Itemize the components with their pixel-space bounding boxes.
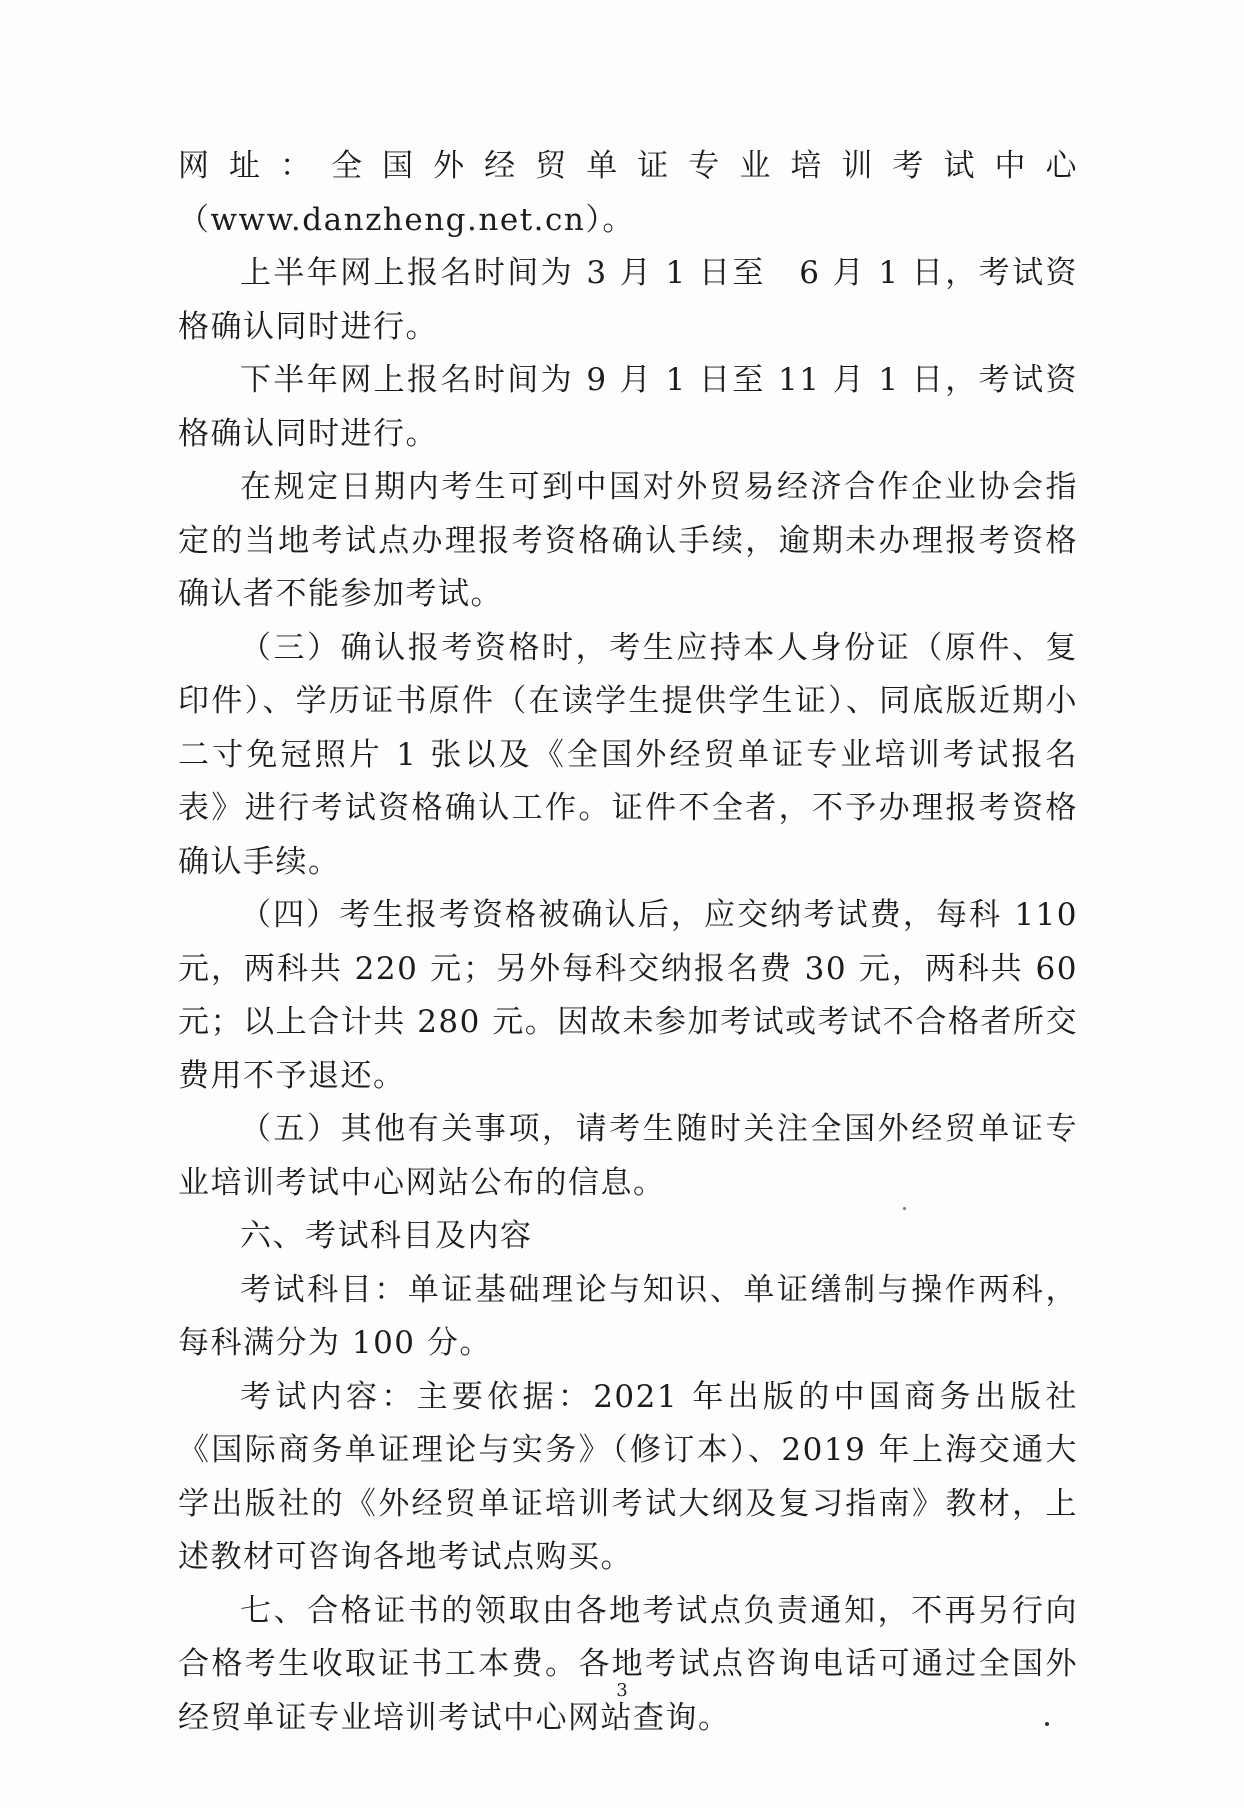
paragraph-certificate: 七、合格证书的领取由各地考试点负责通知，不再另行向合格考生收取证书工本费。各地考试点咨询电话可通过全国外经贸单证专业培训考试中心网站查询。 (178, 1592, 1078, 1736)
paragraph-first-half-registration: 上半年网上报名时间为 3 月 1 日至 6 月 1 日，考试资格确认同时进行。 (178, 255, 1078, 345)
paragraph-section-five: （五）其他有关事项，请考生随时关注全国外经贸单证专业培训考试中心网站公布的信息。 (178, 1111, 1078, 1201)
page-number: 3 (616, 1680, 628, 1701)
paragraph-section-three: （三）确认报考资格时，考生应持本人身份证（原件、复印件）、学历证书原件（在读学生提供学生证）、同底版近期小二寸免冠照片 1 张以及《全国外经贸单证专业培训考试报名表》进行考试资格确认工作。证件不全者，不予办理报考资格确认手续。 (178, 629, 1078, 880)
paragraph-section-four-fees: （四）考生报考资格被确认后，应交纳考试费，每科 110 元，两科共 220 元；另外每科交纳报名费 30 元，两科共 60 元；以上合计共 280 元。因故未参加考试或考试不合格者所交费用不予退还。 (178, 897, 1078, 1094)
scan-speck (1045, 1722, 1049, 1726)
paragraph-exam-subjects: 考试科目：单证基础理论与知识、单证缮制与操作两科，每科满分为 100 分。 (178, 1271, 1078, 1361)
paragraph-qualification-confirmation: 在规定日期内考生可到中国对外贸易经济合作企业协会指定的当地考试点办理报考资格确认手续，逾期未办理报考资格确认者不能参加考试。 (178, 469, 1078, 612)
heading-exam-subjects: 六、考试科目及内容 (240, 1218, 533, 1254)
scan-speck (903, 1207, 906, 1210)
document-body (178, 140, 1078, 1745)
paragraph-second-half-registration: 下半年网上报名时间为 9 月 1 日至 11 月 1 日，考试资格确认同时进行。 (178, 362, 1078, 452)
paragraph-website: 网址：全国外经贸单证专业培训考试中心（www.danzheng.net.cn）。 (178, 148, 1078, 238)
paragraph-exam-content: 考试内容：主要依据：2021 年出版的中国商务出版社《国际商务单证理论与实务》（修订本）、2019 年上海交通大学出版社的《外经贸单证培训考试大纲及复习指南》教材，上述教材可咨询各地考试点购买。 (178, 1378, 1078, 1575)
